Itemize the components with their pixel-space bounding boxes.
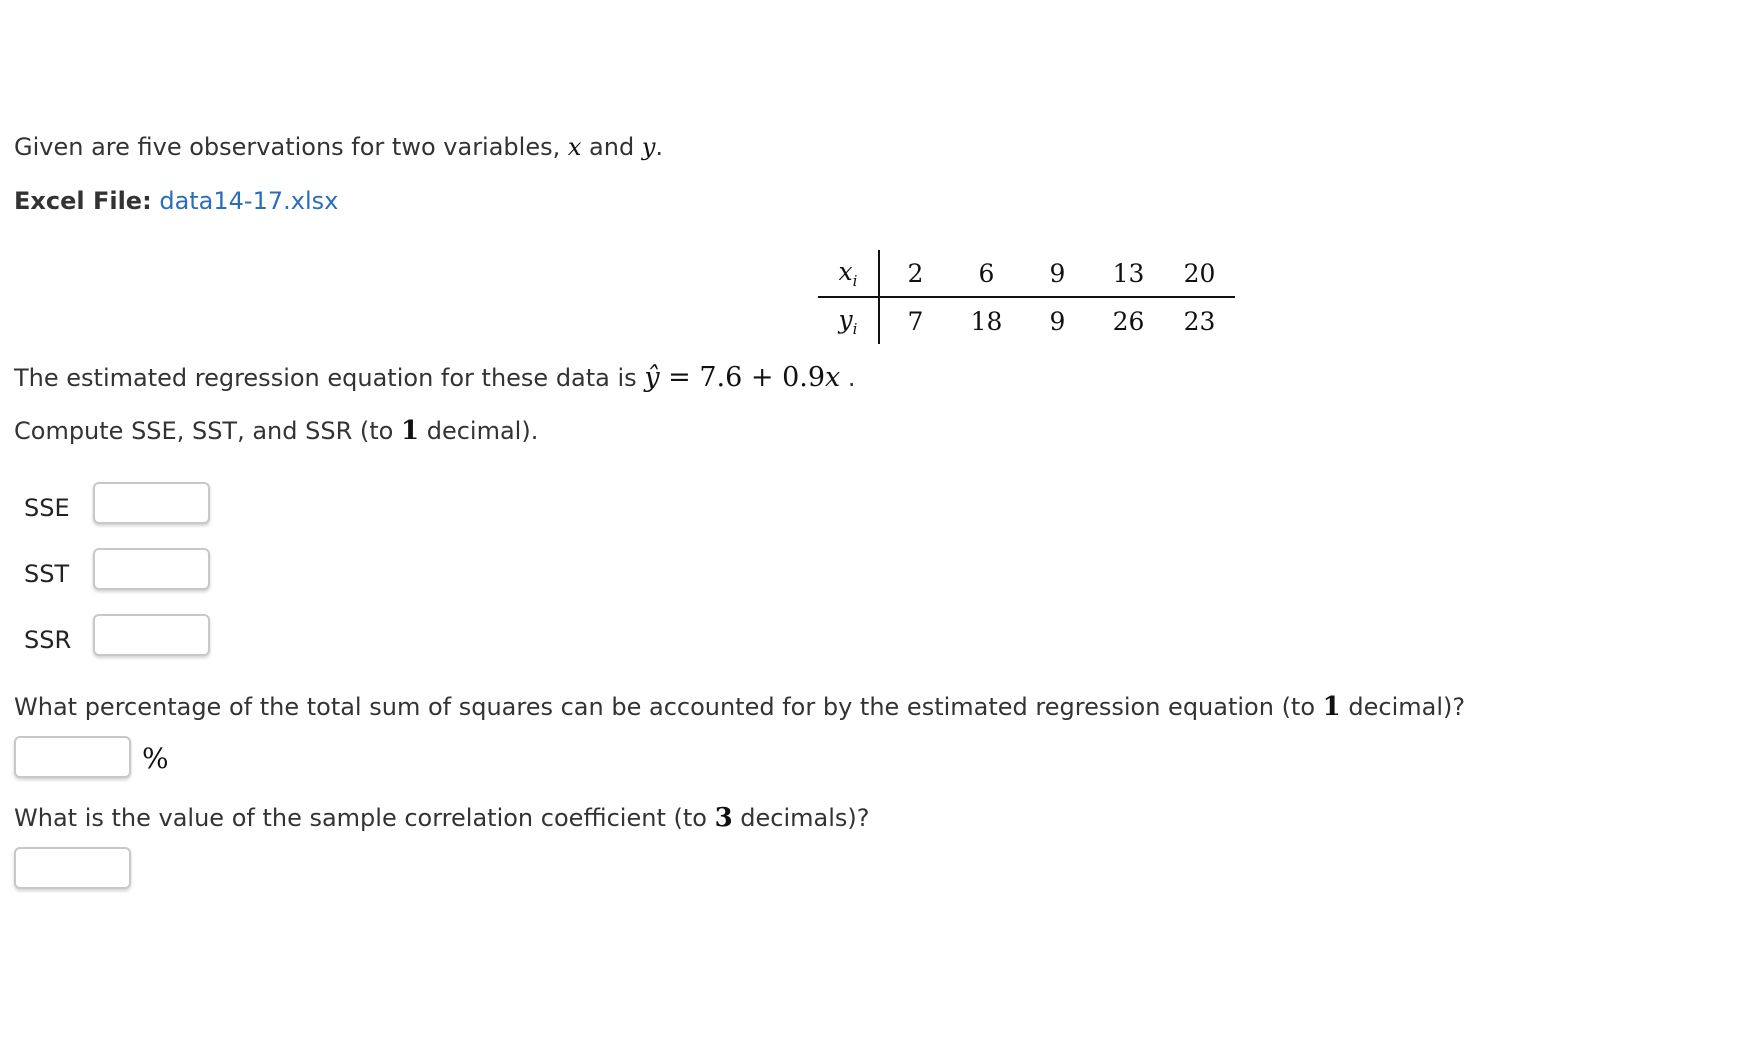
ssr-label: SSR bbox=[24, 626, 72, 654]
percent-input[interactable] bbox=[14, 736, 131, 778]
y-value: 7 bbox=[907, 306, 924, 336]
regression-before: The estimated regression equation for these data is bbox=[14, 364, 645, 392]
y-value: 18 bbox=[970, 306, 1003, 336]
intro-text bbox=[14, 133, 663, 161]
sse-input[interactable] bbox=[93, 482, 210, 524]
compute-before: Compute SSE, SST, and SSR (to bbox=[14, 417, 401, 445]
regression-eq: = 7.6 + 0.9 bbox=[659, 362, 826, 393]
x-label bbox=[818, 250, 879, 297]
y-label-letter: y bbox=[838, 304, 853, 334]
x-value: 20 bbox=[1164, 250, 1235, 297]
data-table bbox=[818, 250, 1235, 344]
correlation-input[interactable] bbox=[14, 847, 131, 889]
y-value: 23 bbox=[1183, 306, 1216, 336]
table-row-y bbox=[818, 297, 1235, 344]
y-label bbox=[818, 297, 879, 344]
sst-label: SST bbox=[24, 560, 70, 588]
compute-instruction bbox=[14, 416, 538, 446]
var-x: x bbox=[567, 133, 582, 161]
percent-after: decimal)? bbox=[1340, 693, 1466, 721]
corr-before: What is the value of the sample correlation coefficient (to bbox=[14, 804, 715, 832]
corr-after: decimals)? bbox=[732, 804, 870, 832]
x-label-letter: x bbox=[838, 256, 853, 286]
x-label-sub: i bbox=[852, 271, 858, 290]
intro-end: . bbox=[655, 133, 664, 161]
excel-file-line bbox=[14, 187, 338, 215]
excel-file-label: Excel File: bbox=[14, 187, 152, 215]
ssr-input[interactable] bbox=[93, 614, 210, 656]
sst-input[interactable] bbox=[93, 548, 210, 590]
regression-end: . bbox=[840, 364, 856, 392]
regression-text bbox=[14, 362, 856, 393]
y-value: 26 bbox=[1112, 306, 1145, 336]
percent-decimals: 1 bbox=[1322, 692, 1341, 722]
y-value: 9 bbox=[1049, 306, 1066, 336]
percent-question bbox=[14, 692, 1465, 722]
table-row-x bbox=[818, 250, 1235, 297]
x-value: 9 bbox=[1022, 250, 1093, 297]
x-value: 6 bbox=[951, 250, 1022, 297]
yhat: ŷ bbox=[644, 362, 660, 393]
x-value: 2 bbox=[879, 250, 951, 297]
corr-decimals: 3 bbox=[714, 803, 733, 833]
compute-after: decimal). bbox=[419, 417, 539, 445]
regression-x: x bbox=[825, 362, 841, 393]
sse-label: SSE bbox=[24, 494, 70, 522]
percent-before: What percentage of the total sum of squares can be accounted for by the estimated regression equation (to bbox=[14, 693, 1323, 721]
x-value: 13 bbox=[1093, 250, 1164, 297]
correlation-question bbox=[14, 803, 870, 833]
percent-unit: % bbox=[142, 742, 169, 775]
compute-decimals: 1 bbox=[401, 416, 420, 446]
y-label-sub: i bbox=[852, 319, 858, 338]
intro-and: and bbox=[581, 133, 642, 161]
excel-file-link[interactable]: data14-17.xlsx bbox=[159, 187, 339, 215]
intro-before: Given are five observations for two variables, bbox=[14, 133, 568, 161]
var-y: y bbox=[641, 133, 656, 161]
